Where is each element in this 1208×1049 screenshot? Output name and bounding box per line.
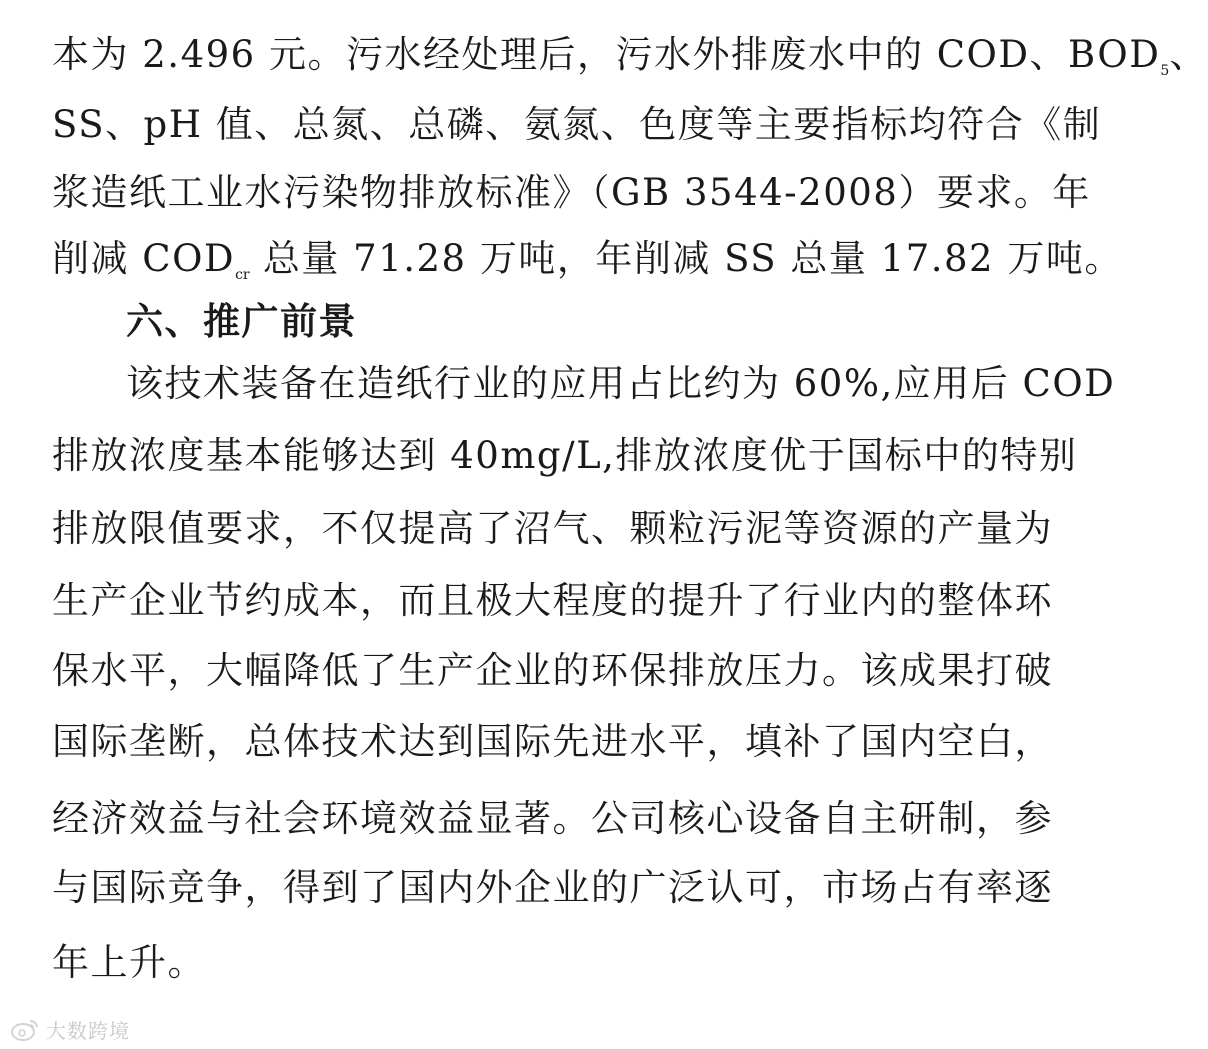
paragraph2-line: 国际垄断，总体技术达到国际先进水平，填补了国内空白，	[52, 720, 1053, 763]
watermark-text: 大数跨境	[46, 1018, 130, 1043]
paragraph1-line-1	[52, 25, 1208, 85]
subscript: 5	[1160, 63, 1170, 79]
paragraph2-line: 排放限值要求，不仅提高了沼气、颗粒污泥等资源的产量为	[52, 507, 1053, 550]
paragraph1-line-4	[52, 229, 1123, 289]
text-segment: 、	[1169, 33, 1208, 76]
text-segment: 本为 2.496 元。污水经处理后，污水外排废水中的 COD、BOD	[52, 33, 1161, 76]
weibo-style-logo-icon	[10, 1016, 40, 1042]
subscript: cr	[235, 267, 250, 283]
paragraph2-line: 经济效益与社会环境效益显著。公司核心设备自主研制，参	[52, 797, 1053, 840]
paragraph2-line: 该技术装备在造纸行业的应用占比约为 60%,应用后 COD	[126, 362, 1116, 405]
paragraph1-line-3: 浆造纸工业水污染物排放标准》（GB 3544-2008）要求。年	[52, 171, 1091, 214]
paragraph2-line: 年上升。	[52, 941, 206, 984]
paragraph2-line: 生产企业节约成本，而且极大程度的提升了行业内的整体环	[52, 579, 1053, 622]
paragraph2-line: 排放浓度基本能够达到 40mg/L,排放浓度优于国标中的特别	[52, 434, 1078, 477]
paragraph1-line-2: SS、pH 值、总氮、总磷、氨氮、色度等主要指标均符合《制	[52, 103, 1102, 146]
text-segment: 总量 71.28 万吨，年削减 SS 总量 17.82 万吨。	[249, 237, 1123, 280]
paragraph2-line: 保水平，大幅降低了生产企业的环保排放压力。该成果打破	[52, 649, 1053, 692]
section-heading: 六、推广前景	[126, 300, 357, 343]
text-segment: 削减 COD	[52, 237, 236, 280]
paragraph2-line: 与国际竞争，得到了国内外企业的广泛认可，市场占有率逐	[52, 866, 1053, 909]
watermark	[10, 1014, 130, 1044]
